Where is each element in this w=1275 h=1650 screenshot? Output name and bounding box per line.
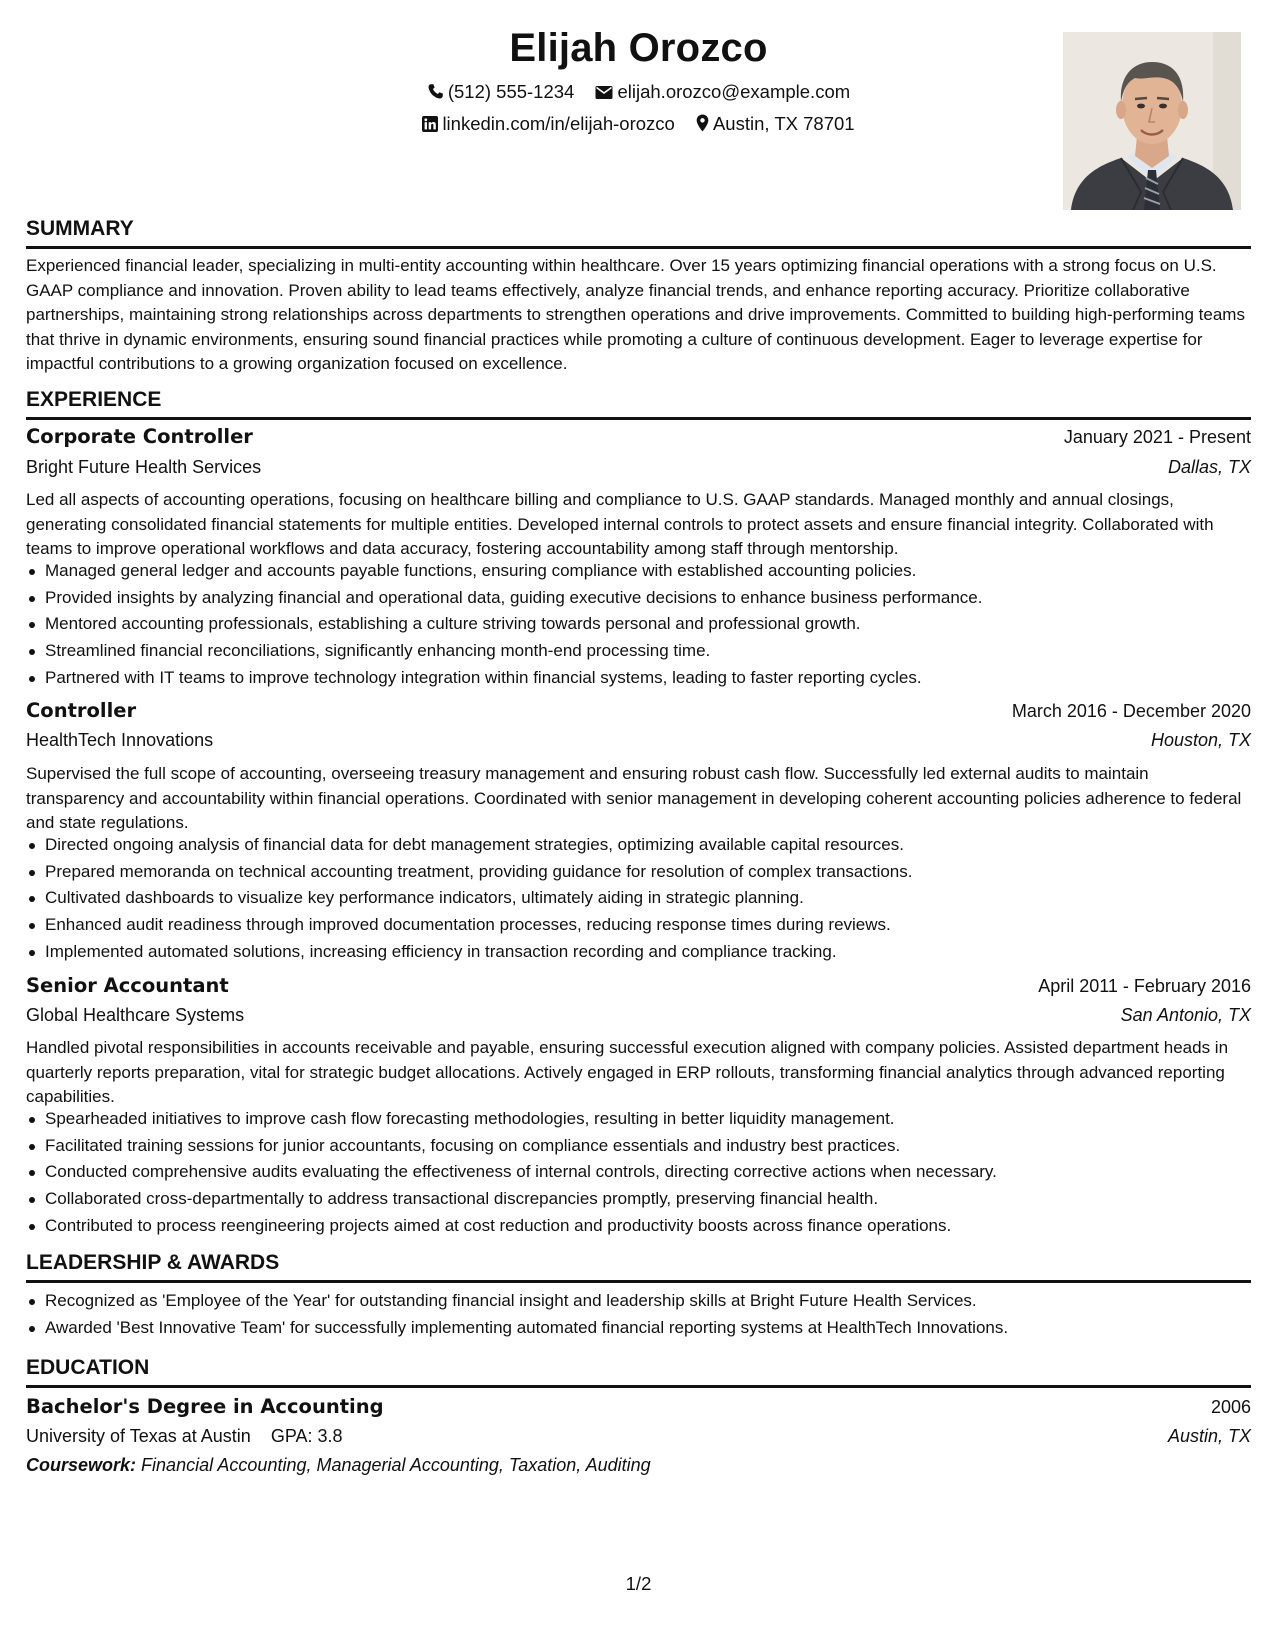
leadership-heading: LEADERSHIP & AWARDS [26, 1250, 1251, 1283]
job-description: Handled pivotal responsibilities in accounts receivable and payable, ensuring successful execution aligned with company policies. Assisted department heads in quarterly reports preparation, vital for strategic budget allocations. Actively engaged in ERP rollouts, transforming financial analytics through advanced reporting capabilities. [26, 1038, 1229, 1106]
graduation-year: 2006 [1210, 1397, 1251, 1417]
job-description: Led all aspects of accounting operations, focusing on healthcare billing and compliance to U.S. GAAP standards. Managed monthly and annual closings, generating consolidated financial statements for multiple entities. Developed internal controls to protect assets and ensure financial integrity. Collaborated with teams to improve operational workflows and data accuracy, fostering accountability among staff through mentorship. [26, 490, 1214, 558]
job-company: Bright Future Health Services [26, 457, 262, 477]
gpa-value: GPA: 3.8 [270, 1426, 343, 1446]
list-item: Provided insights by analyzing financial and operational data, guiding executive decisions to enhance business performance. [26, 585, 1251, 612]
job-dates: March 2016 - December 2020 [1011, 701, 1251, 721]
list-item: Prepared memoranda on technical accounting treatment, providing guidance for resolution of complex transactions. [26, 859, 1251, 886]
job-location: San Antonio, TX [1120, 1005, 1251, 1025]
education-heading: EDUCATION [26, 1355, 1251, 1388]
school-location: Austin, TX [1167, 1426, 1251, 1446]
list-item: Conducted comprehensive audits evaluating the effectiveness of internal controls, directing corrective actions when necessary. [26, 1159, 1251, 1186]
list-item: Mentored accounting professionals, establishing a culture striving towards personal and professional growth. [26, 611, 1251, 638]
job-location: Dallas, TX [1167, 457, 1251, 477]
job-title: Controller [26, 699, 137, 722]
list-item: Facilitated training sessions for junior accountants, focusing on compliance essentials and industry best practices. [26, 1133, 1251, 1160]
degree-title: Bachelor's Degree in Accounting [26, 1395, 384, 1418]
list-item: Collaborated cross-departmentally to address transactional discrepancies promptly, preserving financial health. [26, 1186, 1251, 1213]
job-description: Supervised the full scope of accounting, overseeing treasury management and ensuring robust cash flow. Successfully led external audits to maintain transparency and accountability within financial operations. Coordinated with senior management in developing coherent accounting policies adherence to federal and state regulations. [26, 764, 1242, 832]
school-line [26, 1423, 343, 1449]
list-item: Cultivated dashboards to visualize key performance indicators, ultimately aiding in strategic planning. [26, 885, 1251, 912]
list-item: Contributed to process reengineering projects aimed at cost reduction and productivity boosts across finance operations. [26, 1213, 1251, 1240]
coursework-label: Coursework: [26, 1455, 137, 1475]
job-title: Corporate Controller [26, 425, 253, 448]
phone-contact [427, 80, 575, 104]
coursework-list: Financial Accounting, Managerial Accounting, Taxation, Auditing [141, 1455, 651, 1475]
experience-heading: EXPERIENCE [26, 387, 1251, 420]
summary-heading: SUMMARY [26, 216, 1251, 249]
location-contact [696, 112, 855, 136]
page-number: 1/2 [625, 1573, 652, 1594]
job-dates: January 2021 - Present [1063, 427, 1251, 447]
job-dates: April 2011 - February 2016 [1038, 976, 1251, 996]
list-item: Spearheaded initiatives to improve cash flow forecasting methodologies, resulting in better liquidity management. [26, 1106, 1251, 1133]
email-contact[interactable] [595, 80, 850, 104]
coursework-line [26, 1452, 651, 1478]
list-item: Directed ongoing analysis of financial data for debt management strategies, optimizing available capital resources. [26, 832, 1251, 859]
job-bullets [26, 558, 1251, 692]
list-item: Managed general ledger and accounts payable functions, ensuring compliance with established accounting policies. [26, 558, 1251, 585]
list-item: Implemented automated solutions, increasing efficiency in transaction recording and compliance tracking. [26, 939, 1251, 966]
location-text: Austin, TX 78701 [712, 113, 855, 134]
job-company: Global Healthcare Systems [26, 1005, 245, 1025]
job-location: Houston, TX [1150, 730, 1251, 750]
job-title: Senior Accountant [26, 974, 229, 997]
job-company: HealthTech Innovations [26, 730, 214, 750]
job-bullets [26, 832, 1251, 966]
linkedin-text[interactable]: linkedin.com/in/elijah-orozco [442, 113, 675, 134]
summary-text: Experienced financial leader, specializing in multi-entity accounting within healthcare. Over 15 years optimizing financial operations with a strong focus on U.S. GAAP compliance and innovation. Proven ability to lead teams effectively, analyze financial trends, and enhance reporting accuracy. Prioritize collaborative partnerships, maintaining strong relationships across departments to strengthen operations and drive improvements. Committed to building high-performing teams that thrive in dynamic environments, ensuring sound financial practices while promoting a culture of continuous development. Eager to leverage expertise for impactful contributions to a growing organization focused on excellence. [26, 256, 1245, 373]
linkedin-contact[interactable] [422, 112, 674, 136]
job-bullets [26, 1106, 1251, 1240]
leadership-bullets [26, 1288, 1251, 1341]
candidate-name: Elijah Orozco [509, 26, 768, 70]
resume-header [26, 18, 1251, 218]
list-item: Streamlined financial reconciliations, significantly enhancing month-end processing time. [26, 638, 1251, 665]
profile-photo [1063, 32, 1241, 210]
phone-text: (512) 555-1234 [447, 81, 575, 102]
resume-page [26, 0, 1251, 1650]
map-marker-icon [696, 114, 709, 132]
linkedin-icon [422, 116, 438, 132]
list-item: Enhanced audit readiness through improved documentation processes, reducing response times during reviews. [26, 912, 1251, 939]
list-item: Partnered with IT teams to improve technology integration within financial systems, leading to faster reporting cycles. [26, 665, 1251, 692]
phone-icon [427, 83, 444, 100]
list-item: Recognized as 'Employee of the Year' for outstanding financial insight and leadership skills at Bright Future Health Services. [26, 1288, 1251, 1315]
list-item: Awarded 'Best Innovative Team' for successfully implementing automated financial reporting systems at HealthTech Innovations. [26, 1315, 1251, 1342]
school-name: University of Texas at Austin [26, 1426, 251, 1446]
email-text[interactable]: elijah.orozco@example.com [617, 81, 851, 102]
envelope-icon [595, 85, 613, 100]
